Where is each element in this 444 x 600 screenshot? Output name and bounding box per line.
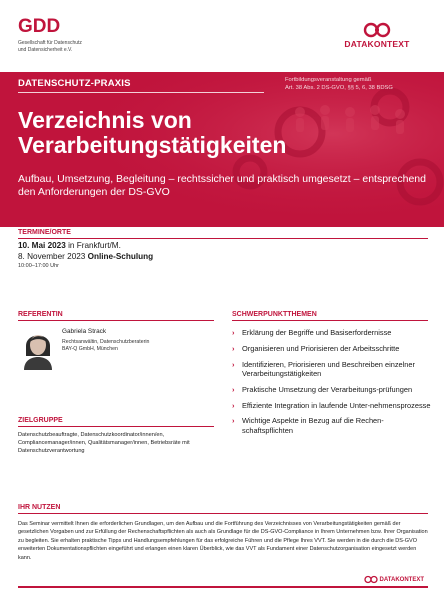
chevron-right-icon: › [232,400,235,410]
schwerpunkte-divider [232,320,428,321]
nutzen-text: Das Seminar vermittelt Ihnen die erforderlichen Grundlagen, um den Aufbau und die Fortführung des Verzeichnisses von Verarbeitungstätigkeiten gemäß der gesetzlichen Vorgaben und zur Erfüllung der Rechenschaftspflichten als auch als Grundlage für die DS-GVO-Compliance in Ihrem Unternehmen bzw. Ihrer Organisation zu begleiten. Sie erhalten praktische Tipps und Handlungsempfehlungen für das erfolgreiche Führen und die Pflege Ihres VVT. Sie werden in die durch die DS-GVO erweiterten Dokumentationspflichten eingeführt und erlangen einen klaren Überblick, wie das VVT als Fundament einer Datenschutzorganisation eingesetzt werden kann. [18,521,428,561]
footer-logo [360,575,424,584]
chevron-right-icon: › [232,359,235,369]
date-1: 10. Mai 2023 [18,241,66,250]
schwerpunkte-heading: SCHWERPUNKTTHEMEN [232,311,317,318]
list-item [232,416,432,435]
topic-text: Wichtige Aspekte in Bezug auf die Rechen-schaftspflichten [242,416,384,435]
kicker-divider [18,92,264,93]
page-title: Verzeichnis von Verarbeitungstätigkeiten [18,107,287,158]
list-item [232,385,432,395]
chevron-right-icon: › [232,328,235,337]
page-header [0,0,444,72]
speaker-name: Gabriela Strack [62,328,107,335]
location-1: in Frankfurt/M. [65,241,121,250]
topic-text: Praktische Umsetzung der Verarbeitungs-prüfungen [242,384,413,394]
date-line-1 [18,241,428,252]
date-2: 8. November 2023 [18,251,86,261]
dates-block [18,241,428,269]
topic-text: Organisieren und Priorisieren der Arbeitsschritte [242,343,400,353]
page-subtitle: Aufbau, Umsetzung, Begleitung – rechtssicher und praktisch umgesetzt – entsprechend den Anforderungen der DS-GVO [18,173,426,198]
certification-note: Fortbildungsveranstaltung gemäß Art. 38 Abs. 2 DS-GVO, §§ 5, 6, 38 BDSG [285,77,393,91]
topic-text: Erklärung der Begriffe und Basiserfordernisse [242,328,392,337]
termine-divider [18,238,428,239]
list-item [232,328,432,338]
nutzen-heading: IHR NUTZEN [18,504,61,511]
series-label: DATENSCHUTZ-PRAXIS [18,78,131,89]
list-item [232,360,432,379]
svg-text:GDD: GDD [18,16,61,37]
portrait-icon [20,326,56,370]
time-range: 10:00–17:00 Uhr [18,263,59,269]
hero-banner [0,72,444,227]
footer-bar [18,586,428,588]
referentin-divider [18,320,214,321]
chevron-right-icon: › [232,343,235,353]
speaker-role: Rechtsanwältin, Datenschutzberaterin BAY-Q GmbH, München [62,339,150,352]
referentin-heading: REFERENTIN [18,311,63,318]
datakontext-logo [332,22,422,56]
zielgruppe-heading: ZIELGRUPPE [18,417,63,424]
datakontext-logo-icon [364,575,378,584]
topics-list [232,328,432,442]
datakontext-logo-icon [363,22,391,38]
chevron-right-icon: › [232,384,235,394]
nutzen-divider [18,513,428,514]
list-item [232,344,432,354]
footer-publisher: DATAKONTEXT [379,576,424,583]
gdd-subline: Gesellschaft für Datenschutz und Datensicherheit e.V. [18,40,82,53]
location-2: Online-Schulung [85,251,154,261]
zielgruppe-text: Datenschutzbeauftragte, Datenschutzkoordinator/innen/en, Compliancemanager/innen, Qualitätsmanager/innen, Betriebsräte mit Datenschutzverantwortung [18,432,190,454]
gdd-logo-icon [18,14,61,37]
termine-heading: TERMINE/ORTE [18,229,71,236]
publisher-name: DATAKONTEXT [344,39,410,49]
topic-text: Effiziente Integration in laufende Unter-nehmensprozesse [242,400,431,410]
chevron-right-icon: › [232,416,235,426]
zielgruppe-divider [18,426,214,427]
list-item [232,401,432,411]
date-line-2 [18,252,428,263]
topic-text: Identifizieren, Priorisieren und Beschreiben einzelner Verarbeitungstätigkeiten [242,359,415,379]
